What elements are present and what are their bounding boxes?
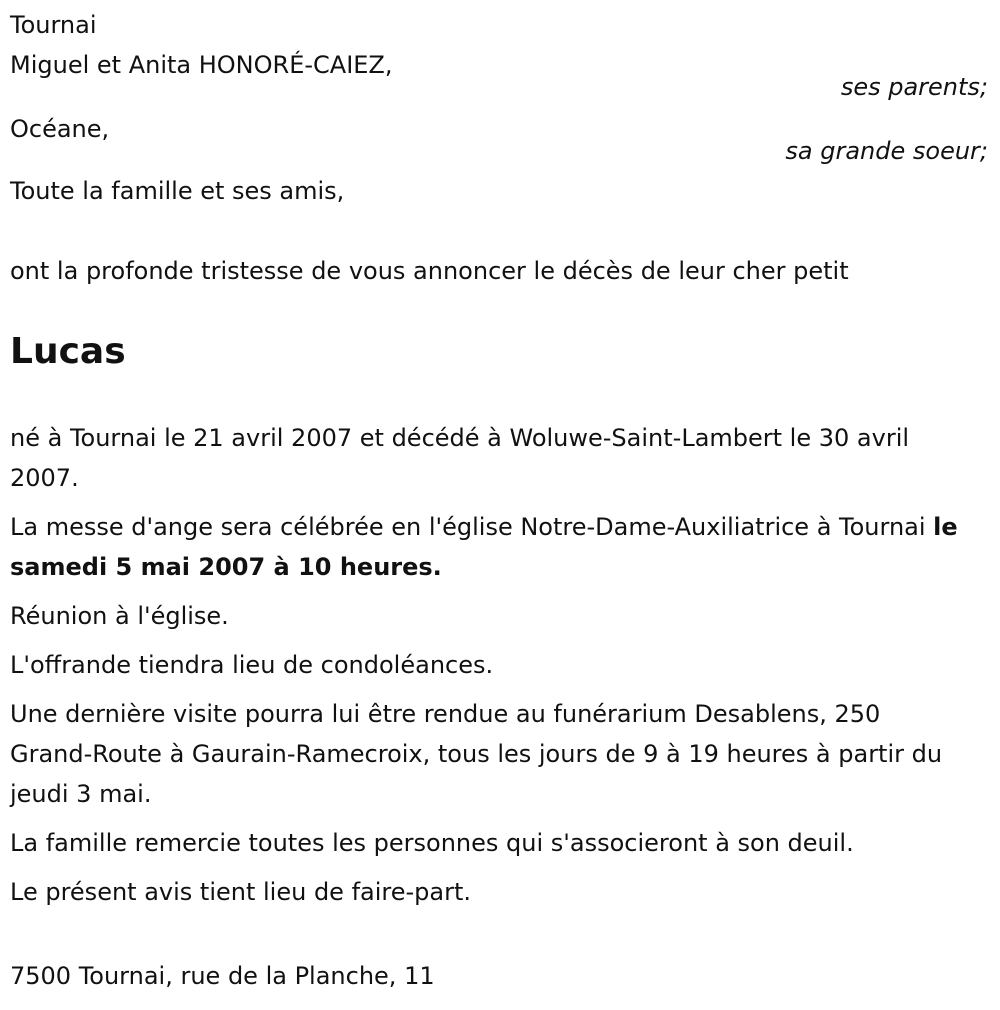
announcement-intro: ont la profonde tristesse de vous annoncer le décès de leur cher petit <box>10 257 849 285</box>
city-line: Tournai <box>10 11 97 39</box>
details-block <box>10 418 970 921</box>
meeting-text: Réunion à l'église. <box>10 602 229 630</box>
parents-role-block <box>10 72 990 102</box>
intro-block <box>10 251 990 291</box>
parents-names: Miguel et Anita HONORÉ-CAIEZ, <box>10 51 393 79</box>
family-line: Toute la famille et ses amis, <box>10 177 345 205</box>
mass-text: La messe d'ange sera célébrée en l'église Notre-Dame-Auxiliatrice à Tournai <box>10 513 934 541</box>
notice-text: Le présent avis tient lieu de faire-part. <box>10 878 472 906</box>
deceased-name: Lucas <box>10 331 126 372</box>
birth-death-text: né à Tournai le 21 avril 2007 et décédé à Woluwe-Saint-Lambert le 30 avril 2007. <box>10 424 910 492</box>
visit-text: Une dernière visite pourra lui être rendue au funérarium Desablens, 250 Grand-Route à Gaurain-Ramecroix, tous les jours de 9 à 19 heures à partir du jeudi 3 mai. <box>10 700 943 808</box>
footer-block <box>10 956 990 996</box>
mass-paragraph <box>10 507 970 587</box>
sister-name: Océane, <box>10 115 110 143</box>
mass-date: le samedi 5 mai 2007 à 10 heures. <box>10 513 958 581</box>
sister-role-block <box>10 136 990 166</box>
sister-role: sa grande soeur; <box>785 137 988 165</box>
thanks-text: La famille remercie toutes les personnes qui s'associeront à son deuil. <box>10 829 854 857</box>
family-block <box>10 171 990 211</box>
parents-role: ses parents; <box>840 73 988 101</box>
header-block <box>10 5 990 45</box>
address-text: 7500 Tournai, rue de la Planche, 11 <box>10 962 435 990</box>
name-block <box>10 328 990 376</box>
offering-text: L'offrande tiendra lieu de condoléances. <box>10 651 494 679</box>
